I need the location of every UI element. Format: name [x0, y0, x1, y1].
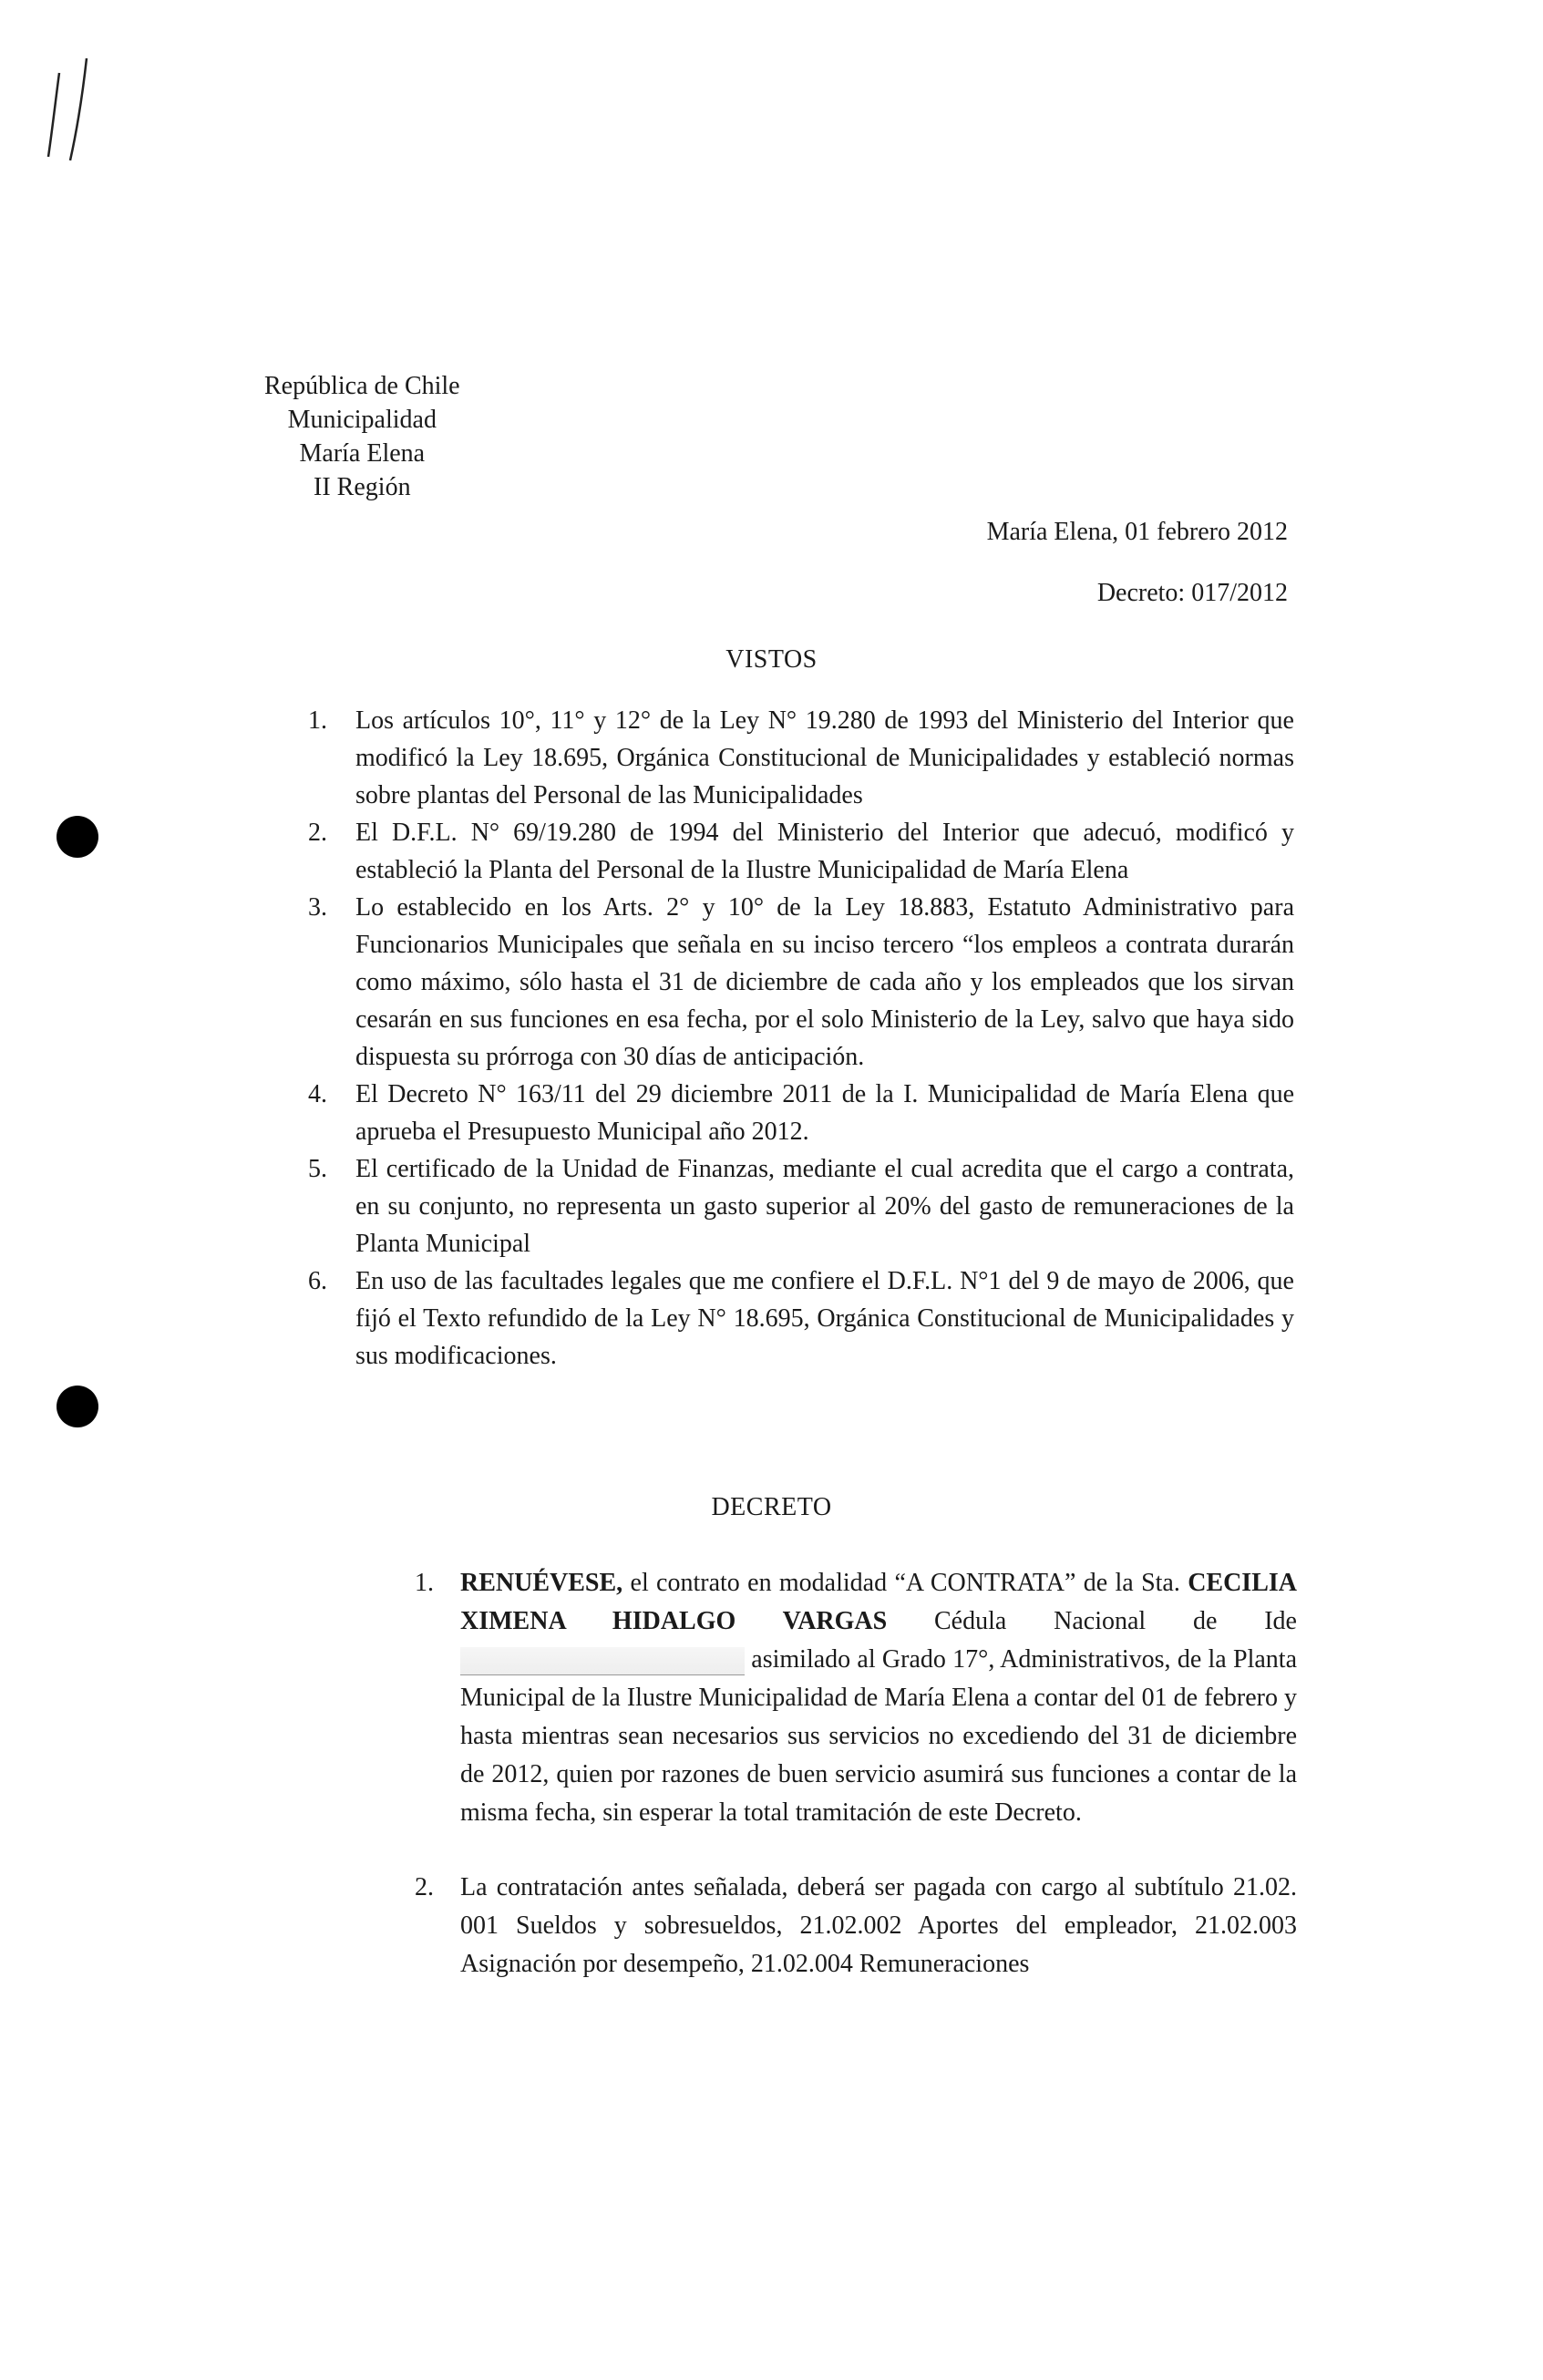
vistos-item-5	[308, 1150, 1294, 1262]
item-verb: RENUÉVESE,	[460, 1569, 623, 1597]
handwritten-mark	[32, 55, 114, 164]
punch-hole-top	[57, 816, 98, 858]
section-heading-decreto: DECRETO	[711, 1493, 832, 1521]
item-text: La contratación antes señalada, deberá ser pagada con cargo al subtítulo 21.02. 001 Sueldos y sobresueldos, 21.02.002 Aportes del empleador, 21.02.003 Asignación por desempeño, 21.02.004 Remuneraciones	[460, 1873, 1297, 1978]
item-number: 3.	[308, 893, 327, 922]
item-number: 5.	[308, 1155, 327, 1183]
decree-number-line	[1097, 579, 1288, 608]
item-text-part1: el contrato en modalidad “A CONTRATA” de la Sta.	[622, 1569, 1188, 1597]
decreto-item-2	[415, 1869, 1297, 1983]
item-text: El Decreto N° 163/11 del 29 diciembre 2011 de la I. Municipalidad de María Elena que aprueba el Presupuesto Municipal año 2012.	[355, 1080, 1294, 1146]
item-text: Los artículos 10°, 11° y 12° de la Ley N° 19.280 de 1993 del Ministerio del Interior que modificó la Ley 18.695, Orgánica Constitucional de Municipalidades y estableció normas sobre plantas del Personal de las Municipalidades	[355, 706, 1294, 809]
item-number: 1.	[415, 1569, 434, 1597]
person-name: CECILIA XIMENA HIDALGO VARGAS	[460, 1569, 1297, 1635]
letterhead-institution: Municipalidad	[287, 406, 437, 434]
item-text: El D.F.L. N° 69/19.280 de 1994 del Ministerio del Interior que adecuó, modificó y estableció la Planta del Personal de la Ilustre Municipalidad de María Elena	[355, 819, 1294, 884]
decreto-list	[415, 1564, 1297, 1983]
letterhead-region: II Región	[314, 473, 411, 501]
item-text: El certificado de la Unidad de Finanzas, mediante el cual acredita que el cargo a contrata, en su conjunto, no representa un gasto superior al 20% del gasto de remuneraciones de la Planta Municipal	[355, 1155, 1294, 1258]
decree-number: 017/2012	[1191, 579, 1288, 607]
vistos-item-4	[308, 1076, 1294, 1150]
vistos-list	[308, 702, 1294, 1375]
redacted-id	[460, 1647, 745, 1675]
item-number: 2.	[308, 819, 327, 847]
letterhead-commune: María Elena	[299, 439, 426, 468]
decreto-item-1	[415, 1564, 1297, 1832]
item-text-part3: asimilado al Grado 17°, Administrativos, de la Planta Municipal de la Ilustre Municipalidad de María Elena a contar del 01 de febrero y hasta mientras sean necesarios sus servicios no excediendo del 31 de diciembre de 2012, quien por razones de buen servicio asumirá sus funciones a contar de la misma fecha, sin esperar la total tramitación de este Decreto.	[460, 1645, 1297, 1827]
vistos-item-3	[308, 889, 1294, 1076]
letterhead-country: República de Chile	[264, 372, 460, 400]
item-text-part2: Cédula Nacional de Ide	[887, 1607, 1297, 1635]
item-number: 2.	[415, 1873, 434, 1901]
decree-label: Decreto:	[1096, 579, 1192, 607]
vistos-item-2	[308, 814, 1294, 889]
section-heading-vistos: VISTOS	[725, 645, 818, 674]
vistos-item-6	[308, 1262, 1294, 1375]
item-text: Lo establecido en los Arts. 2° y 10° de la Ley 18.883, Estatuto Administrativo para Funcionarios Municipales que señala en su inciso tercero “los empleos a contrata durarán como máximo, sólo hasta el 31 de diciembre de cada año y los empleados que los sirvan cesarán en sus funciones en esa fecha, por el solo Ministerio de la Ley, salvo que haya sido dispuesta su prórroga con 30 días de anticipación.	[355, 893, 1294, 1071]
punch-hole-bottom	[57, 1386, 98, 1427]
item-number: 4.	[308, 1080, 327, 1108]
date-line: María Elena, 01 febrero 2012	[986, 518, 1288, 546]
item-number: 6.	[308, 1267, 327, 1295]
item-text: En uso de las facultades legales que me confiere el D.F.L. N°1 del 9 de mayo de 2006, que fijó el Texto refundido de la Ley N° 18.695, Orgánica Constitucional de Municipalidades y sus modificaciones.	[355, 1267, 1294, 1370]
letterhead	[264, 369, 460, 504]
item-number: 1.	[308, 706, 327, 735]
vistos-item-1	[308, 702, 1294, 814]
